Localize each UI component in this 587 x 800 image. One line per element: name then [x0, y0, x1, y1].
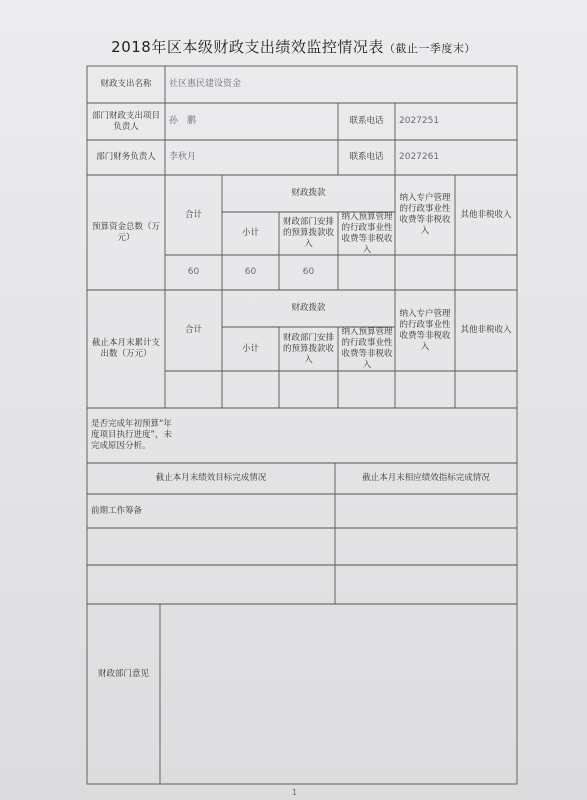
budget-dept-alloc-value: 60 — [302, 267, 315, 277]
actual-special-mgmt-header: 纳入专户管理的行政事业性收费等非税收入 — [399, 308, 451, 352]
expense-name-label: 财政支出名称 — [100, 79, 152, 89]
goal-row-1: 前期工作筹备 — [91, 505, 143, 516]
project-lead-label: 部门财政支出项目负责人 — [91, 110, 160, 132]
phone-label-2: 联系电话 — [349, 152, 384, 162]
actual-fiscal-header: 财政拨款 — [291, 303, 326, 313]
budget-total-label: 预算资金总数（万元） — [92, 221, 161, 243]
actual-total-label: 截止本月末累计支出数（万元） — [92, 338, 161, 359]
actual-other-header: 其他非税收入 — [460, 325, 512, 335]
title-main: 2018年区本级财政支出绩效监控情况表 — [111, 38, 384, 56]
project-lead-value: 孙 鹏 — [169, 116, 197, 126]
budget-dept-alloc-header: 财政部门安排的预算拨款收入 — [282, 217, 334, 249]
actual-subtotal-header: 小计 — [241, 343, 259, 354]
page-number: 1 — [292, 788, 298, 797]
phone-value-1: 2027251 — [399, 116, 440, 126]
budget-special-mgmt-header: 纳入专户管理的行政事业性收费等非税收入 — [399, 193, 451, 236]
indicator-completion-header: 截止本月末相应绩效指标完成情况 — [362, 473, 490, 483]
budget-fiscal-header: 财政拨款 — [291, 188, 326, 198]
budget-total-value: 60 — [187, 267, 200, 277]
finance-lead-value: 李秋月 — [169, 152, 197, 162]
goal-completion-header: 截止本月末绩效目标完成情况 — [155, 473, 267, 483]
phone-label-1: 联系电话 — [349, 116, 384, 126]
actual-dept-alloc-header: 财政部门安排的预算拨款收入 — [282, 332, 334, 365]
title-subtitle: （截止一季度末） — [383, 42, 476, 55]
actual-mgmt-header: 纳入预算管理的行政事业性收费等非税收入 — [341, 327, 393, 370]
budget-mgmt-header: 纳入预算管理的行政事业性收费等非税收入 — [341, 211, 393, 255]
budget-total-header: 合计 — [184, 209, 202, 220]
budget-other-header: 其他非税收入 — [460, 209, 512, 220]
budget-subtotal-header: 小计 — [241, 228, 259, 238]
budget-subtotal-value: 60 — [244, 267, 257, 277]
expense-name-value: 社区惠民建设资金 — [169, 79, 242, 89]
phone-value-2: 2027261 — [399, 152, 440, 162]
finance-dept-opinion-label: 财政部门意见 — [97, 668, 149, 679]
actual-total-header: 合计 — [184, 325, 202, 335]
finance-lead-label: 部门财务负责人 — [96, 152, 156, 162]
progress-question-label: 是否完成年初预算“年度项目执行进度”，未完成原因分析。 — [91, 419, 172, 451]
